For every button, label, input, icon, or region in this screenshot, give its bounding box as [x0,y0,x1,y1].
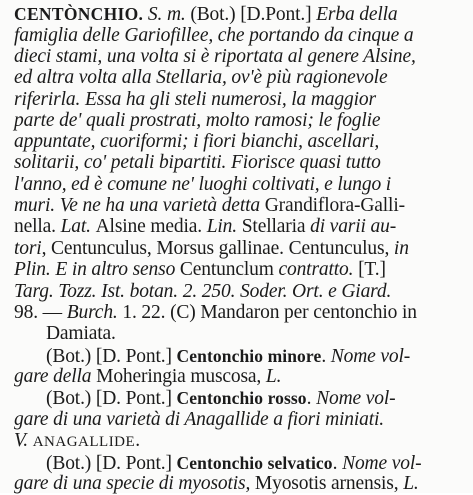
entry-text: Grandiflora-Galli- [264,195,405,216]
entry-text: . [135,430,140,451]
entry-text: famiglia delle Gariofillee, che portando da cinque a [14,25,414,46]
entry-text: gare di una varietà di Anagallide a fiori miniati. [14,409,385,430]
entry-line [14,281,391,303]
entry-text: dieci stami, una volta si è riportata al genere Alsine, [14,46,416,67]
entry-text: Nome vol- [342,453,422,474]
entry-text: gare della [14,366,97,387]
entry-text: Lat. [60,216,96,237]
entry-text: di varii au- [310,216,397,237]
entry-text: Lin. [206,216,242,237]
entry-text: Erba della [316,4,398,25]
entry-text: Stellaria [241,216,311,237]
entry-text: in [393,238,409,259]
entry-text: (Bot.) [D. Pont.] [46,453,177,474]
entry-text: Nome vol- [330,346,411,367]
entry-text: . [306,388,317,409]
entry-text: Targ. Tozz. Ist. botan. 2. 250. Soder. Ort. e Giard. [14,281,392,302]
entry-text: parte de' quali prostrati, molto ramosi; le foglie [14,110,381,131]
entry-text: Burch. [66,302,118,323]
entry-text: ANAGALLIDE [32,434,136,450]
entry-text: Nome vol- [316,388,396,409]
entry-line [46,452,421,475]
entry-line [14,174,391,196]
entry-text: 98. — [14,302,67,323]
entry-line [14,89,376,111]
entry-line [14,238,409,260]
entry-line [14,67,387,89]
entry-text: ed altra volta alla Stellaria, ov'è più ragionevole [14,67,388,88]
entry-text: contratto. [278,259,354,280]
entry-text: . [332,453,343,474]
subentry-term: Centonchio selvatico [176,453,333,473]
entry-text: Centunclum [179,259,279,280]
entry-line [14,110,380,132]
entry-line [46,323,116,345]
entry-line [14,430,140,453]
entry-text: [T.] [353,259,386,280]
entry-line [14,216,396,238]
entry-line [14,195,405,217]
entry-text: muri. Ve ne ha una varietà detta [14,195,265,216]
entry-text: , Centunculus, Morsus gallinae. Centunculus, [41,238,394,259]
entry-line [46,387,395,410]
entry-text: V. [14,430,33,451]
entry-text: L. [403,473,419,494]
headword: . [138,4,148,24]
entry-line [14,3,398,26]
entry-text: l'anno, ed è comune ne' luoghi coltivati, e lungo i [14,174,392,195]
entry-text: 1. 22. (C) Mandaron per centonchio in [117,302,417,323]
entry-text: riferirla. Essa ha gli steli numerosi, la maggior [14,89,376,110]
entry-text: nella. [14,216,61,237]
entry-text: Damiata. [46,323,116,344]
entry-text: Alsine media. [95,216,207,237]
headword: CENTÒNCHIO [14,4,139,24]
subentry-term: Centonchio rosso [176,388,307,408]
entry-text: Plin. E in altro senso [14,259,180,280]
entry-line [14,473,419,495]
entry-text: L. [265,366,282,387]
entry-line [14,25,413,47]
subentry-term: Centonchio minore [176,346,322,366]
entry-line [14,152,381,174]
entry-line [14,302,417,324]
entry-text: (Bot.) [D.Pont.] [185,4,317,25]
entry-line [14,409,384,431]
entry-text: appuntate, cuoriformi; i fiori bianchi, ascellari, [14,131,380,152]
entry-text: S. m. [147,4,186,25]
entry-text: solitarii, co' petali bipartiti. Fiorisce quasi tutto [14,152,381,173]
entry-text: (Bot.) [D. Pont.] [46,346,177,367]
entry-line [14,131,379,153]
entry-text: Myosotis arnensis, [254,473,404,494]
entry-text: . [321,346,331,367]
entry-line [46,345,410,368]
entry-text: Moheringia muscosa, [96,366,266,387]
entry-line [14,259,386,281]
entry-text: tori [14,238,42,259]
entry-line [14,46,416,68]
entry-line [14,366,281,388]
entry-text: (Bot.) [D. Pont.] [46,388,177,409]
entry-text: gare di una specie di myosotis, [14,473,255,494]
